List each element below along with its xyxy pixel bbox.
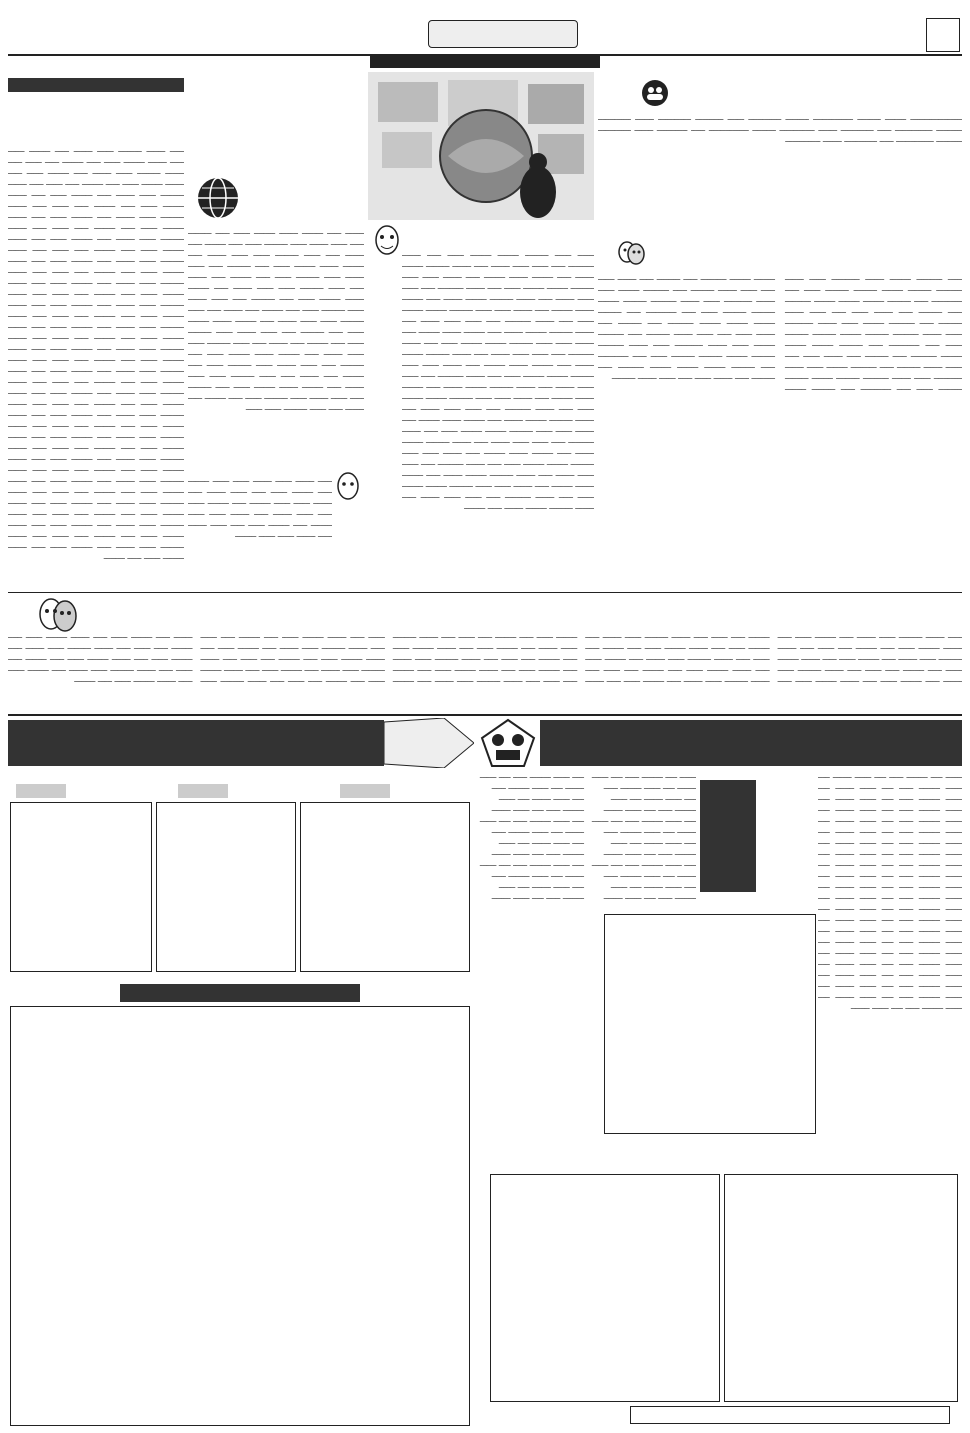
puzzle-rule xyxy=(8,714,962,716)
article-body: ــــــ ــــــــ ــــــــــ ـــــــ ــــــــ ــــــ ـــــــــ ـــــــ ــــــ ــــــــ ـــــــــ ـــــــ ــــــ ـــــــــ ــــــ ـــــــ ــــــ ــــــــ ــــــــــ ـــــــ ــــــــ ــــــ ـــــــــ ـــــــ ــــــ ــــــــ ـــــــــ ـــــــ ــــــ ـــــــــ ــــــ ـــــــ ــــــ ــــــــ ــــــــــ ـــــــ ــــــــ ــــــ ـــــــــ ـــــــ ــــــ ــــــــ ـــــــــ ـــــــ ــــــ ـــــــــ ــــــ ـــــــ ــــــ ــــــــ ــــــــــ ـــــــ ــــــــ ــــــ ـــــــــ ـــــــ ــــــ ــــــــ ـــــــــ ـــــــ ــــــ ـــــــــ ــــــ ـــــــ ــــــ ــــــــ ــــــــــ ـــــــ ــــــــ ــــــ ـــــــــ ـــــــ ــــــ ــــــــ ـــــــــ ـــــــ ــــــ ـــــــــ ــــــ ـــــــ ــــــ ــــــــ ــــــــــ ـــــــ ــــــــ ــــــ ـــــــــ ـــــــ ــــــ ــــــــ ـــــــــ ـــــــ ــــــ ـــــــــ ــــــ ـــــــ ــــــ ــــــــ ــــــــــ ـــــــ ــــــــ ــــــ ـــــــــ ـــــــ ــــــ ــــــــ ـــــــــ ـــــــ ــــــ ـــــــــ ــــــ ـــــــ ــــــ ــــــــ ــــــــــ ـــــــ ــــــــ ــــــ ـــــــــ ـــــــ ــــــ ــــــــ ـــــــــ ـــــــ ــــــ ـــــــــ ــــــ ـــــــ ــــــ ــــــــ ــــــــــ ـــــــ ــــــــ ــــــ ـــــــــ ـــــــ ــــــ ــــــــ ـــــــــ ـــــــ ــــــ ـــــــــ ــــــ ـــــــ ــــــ ــــــــ ــــــــــ ـــــــ ــــــــ ــــــ ـــــــــ ـــــــ ــــــ ــــــــ ـــــــــ ـــــــ ــــــ ـــــــــ ــــــ ـــــــ ــــــ ــــــــ ــــــــــ ـــــــ ــــــــ ــــــ ـــــــــ ـــــــ ــــــ ــــــــ ـــــــــ ـــــــ ــــــ ـــــــــ ــــــ ـــــــ ــــــ ــــــــ ــــــــــ ـــــــ ــــــــ ــــــ ـــــــــ ـــــــ ــــــ ــــــــ ـــــــــ ـــــــ ــــــ ـــــــــ ــــــ ـــــــ ــــــ ــــــــ ــــــــــ ـــــــ ــــــــ ــــــ ـــــــــ ـــــــ ــــــ ــــــــ ـــــــــ ـــــــ ــــــ ـــــــــ ــــــ ـــــــ ــــــ ــــــــ ــــــــــ ـــــــ ــــــــ ــــــ ـــــــــ ـــــــ ــــــ ــــــــ ـــــــــ ـــــــ ــــــ ـــــــــ xyxy=(8,631,962,684)
across-clues: ـــــــ ـــــ ـــــــــ ــــــ ـــــ ـــــــ ــــــــ ـــــ ـــــــ ـــــــــ ــــــ ـــــ ـــــــ ــــــــ ـــــ ـــــــ ـــــــــ ــــــ ـــــ ـــــــ ــــــــ ـــــ ـــــــ ـــــــــ ــــــ ـــــ ـــــــ ــــــــ ـــــ ـــــــ ـــــــــ ــــــ ـــــ ـــــــ ــــــــ ـــــ ـــــــ ـــــــــ ــــــ ـــــ ـــــــ ــــــــ ـــــ ـــــــ ـــــــــ ــــــ ـــــ ـــــــ ــــــــ ـــــ ـــــــ ـــــــــ ــــــ ـــــ ـــــــ ــــــــ ـــــ ـــــــ ـــــــــ ــــــ ـــــ ـــــــ ــــــــ ـــــ ـــــــ ـــــــــ ــــــ ـــــ ـــــــ ــــــــ ـــــ ـــــــ ـــــــــ ــــــ ـــــ ـــــــ ــــــــ ـــــ ـــــــ ـــــــــ ــــــ ـــــ ـــــــ ــــــــ ـــــ ـــــــ ـــــــــ ــــــ ـــــ ـــــــ ــــــــ ـــــ ـــــــ ـــــــــ ــــــ ـــــ ـــــــ ــــــــ ـــــ ـــــــ ـــــــــ ــــــ ـــــ ـــــــ ــــــــ ـــــ ـــــــ ـــــــــ ــــــ ـــــ ـــــــ ــــــــ ـــــ ـــــــ ـــــــــ ــــــ ـــــ ـــــــ ــــــــ ـــــ ـــــــ ـــــــــ ــــــ ـــــ ـــــــ ــــــــ ـــــ ـــــــ ـــــــــ ــــــ ـــــ ـــــــ ــــــــ ـــــ ـــــــ ـــــــــ ــــــ ـــــ ـــــــ ــــــــ ـــــ ـــــــ ـــــــــ ــــــ ـــــ ـــــــ ــــــــ ـــــ ـــــــ ـــــــــ ــــــ ـــــ ـــــــ ــــــــ xyxy=(818,771,962,1011)
answer-grid-normal xyxy=(724,1174,958,1402)
masthead-rule xyxy=(8,54,962,56)
crossword-column-numbers xyxy=(604,902,816,914)
sudoku-grid-medium[interactable] xyxy=(156,802,296,972)
sudoku-label-easy xyxy=(16,784,66,798)
masks-icon xyxy=(334,472,362,504)
crossword-badge xyxy=(700,780,756,892)
section-subtitle xyxy=(370,56,600,68)
article-body: ـــــــ ـــــــ ــــــــــ ـــــــــ ـــــــــ ـــــــ ــــــ ــــــــ ـــــــــــ ــــــ ـــــــ ـــــــ ــــــــ ــــــ ــــــــ ــــــــــ ـــــــــ ــــــــ ــــــ ـــــــــ ــــــــ ـــــــــ ــــــ ــــــــ ـــــــ ـــــــ ــــــــــ ـــــــــ ـــــــــ ـــــــ ــــــ ــــــــ ـــــــــــ ــــــ ـــــــ ـــــــ ــــــــ ــــــ ــــــــ ــــــــــ ـــــــــ ــــــــ ــــــ ـــــــــ ــــــــ ـــــــــ ــــــ ــــــــ ـــــــ ـــــــ ــــــــــ ـــــــــ ـــــــــ ـــــــ ــــــ ــــــــ ـــــــــــ ــــــ ـــــــ ـــــــ ــــــــ ــــــ ــــــــ ــــــــــ ـــــــــ ــــــــ ــــــ ـــــــــ ــــــــ ـــــــــ ــــــ ــــــــ ـــــــ ـــــــ ــــــــــ ـــــــــ ـــــــــ ـــــــ ــــــ ــــــــ ـــــــــــ ــــــ ـــــــ ـــــــ ــــــــ ــــــ ــــــــ ــــــــــ ـــــــــ ــــــــ ــــــ ـــــــــ ــــــــ ـــــــــ ــــــ ــــــــ ـــــــ ـــــــ ــــــــــ ـــــــــ ـــــــــ ـــــــ ــــــ ــــــــ ـــــــــــ ــــــ ـــــــ ـــــــ ــــــــ ــــــ ــــــــ ــــــــــ ـــــــــ ــــــــ ــــــ ـــــــــ ــــــــ ـــــــــ ــــــ ــــــــ ـــــــ ـــــــ ــــــــــ ـــــــــ ـــــــــ ـــــــ ــــــ ــــــــ ـــــــــــ ــــــ ـــــــ ـــــــ ــــــــ ــــــ ــــــــ ــــــــــ ـــــــــ ــــــــ ــــــ ـــــــــ ــــــــ ـــــــــ ــــــ ــــــــ ـــــــ ـــــــ ــــــــــ ـــــــــ ـــــــــ ـــــــ ــــــ ــــــــ ـــــــــــ ــــــ ـــــــ ـــــــ ــــــــ ــــــ ــــــــ ــــــــــ ـــــــــ ــــــــ ــــــ ـــــــــ ــــــــ ـــــــــ ــــــ ــــــــ ـــــــ ـــــــ ــــــــــ ـــــــــ ـــــــــ ـــــــ ــــــ ــــــــ ـــــــــــ ــــــ ـــــــ ـــــــ ــــــــ ــــــ ــــــــ ــــــــــ ـــــــــ ــــــــ ــــــ ـــــــــ ــــــــ ـــــــــ ــــــ ــــــــ ـــــــ ـــــــ ــــــــــ ـــــــــ ـــــــــ ـــــــ ــــــ ــــــــ ـــــــــــ ــــــ ـــــــ ـــــــ ــــــــ ــــــ ــــــــ ــــــــــ ـــــــــ ــــــــ ــــــ ـــــــــ xyxy=(402,249,594,511)
article-body: ــــــ ـــــــــــ ـــــــــ ــــــــ ــــــــــــ ـــــــ ــــــــ ـــــــــــ ــــــــــ ـــــــــ ــــــــــ ــــــــــ ـــــــ ــــــ ـــــــــــــ ــــــ ــــــــــ ـــــــــ ـــــــــ ـــــــــ ـــــــــــ ــــــ ــــــــــ ــــــ ــــــــ ـــــــ ــــــ ـــــــ ــــــــ ــــــــــ ــــــ ـــــــــــ ـــــــــ ـــــــ ــــــــ ــــــــــــ ـــــــ ــــــــ ـــــــــــ ــــــــــ ـــــــــ ــــــــــ ــــــــــ ـــــــ ــــــ ـــــــــــــ ــــــ ــــــــــ ـــــــــ ـــــــــ ـــــــــ ـــــــــــ ــــــ ــــــــــ ــــــ ــــــــ ـــــــ ــــــ ـــــــ ــــــــ ــــــــــ ــــــ ـــــــــــ ـــــــــ ـــــــ ــــــــ ــــــــــــ ـــــــ ــــــــ ـــــــــــ ــــــــــ ـــــــــ ــــــــــ ــــــــــ ـــــــ ــــــ ـــــــــــــ ــــــ ــــــــــ ـــــــــ ـــــــــ ـــــــــ ـــــــــــ ــــــ ــــــــــ ــــــ ــــــــ ـــــــ ــــــ ـــــــ ــــــــ ــــــــــ ــــــ ـــــــــــ ـــــــــ ـــــــ ــــــــ ــــــــــــ ـــــــ ــــــــ ـــــــــــ ــــــــــ ـــــــــ ــــــــــ ــــــــــ ـــــــ ــــــ ـــــــــــــ ــــــ ــــــــــ ـــــــــ ـــــــــ ـــــــــ ـــــــــــ ــــــ ــــــــــ ــــــ ــــــــ ـــــــ ــــــ ـــــــ ــــــــ ــــــــــ ــــــ ـــــــــــ ـــــــــ ـــــــ ــــــــ ــــــــــــ ـــــــ ــــــــ ـــــــــــ ــــــــــ ـــــــــ ــــــــــ ــــــــــ ـــــــ ــــــ ـــــــــــــ ــــــ ــــــــــ ـــــــــ ـــــــــ ـــــــــ ـــــــــــ ــــــ ــــــــــ ــــــ ــــــــ ـــــــ ــــــ ـــــــ ــــــــ ــــــــــ xyxy=(598,273,962,392)
masks-icon xyxy=(616,238,646,268)
globe-icon xyxy=(196,176,240,220)
down-clues: ـــــــ ـــــ ـــــــــ ــــــ ـــــ ـــــــ ــــــــ ـــــ ـــــــ ـــــــــ ــــــ ـــــ ـــــــ ــــــــ ـــــ ـــــــ ـــــــــ ــــــ ـــــ ـــــــ ــــــــ ـــــ ـــــــ ـــــــــ ــــــ ـــــ ـــــــ ــــــــ ـــــ ـــــــ ـــــــــ ــــــ ـــــ ـــــــ ــــــــ ـــــ ـــــــ ـــــــــ ــــــ ـــــ ـــــــ ــــــــ ـــــ ـــــــ ـــــــــ ــــــ ـــــ ـــــــ ــــــــ ـــــ ـــــــ ـــــــــ ــــــ ـــــ ـــــــ ــــــــ ـــــ ـــــــ ـــــــــ ــــــ ـــــ ـــــــ ــــــــ ـــــ ـــــــ ـــــــــ ــــــ ـــــ ـــــــ ــــــــ ـــــ ـــــــ ـــــــــ ــــــ ـــــ ـــــــ ــــــــ ـــــ ـــــــ ـــــــــ ــــــ ـــــ ـــــــ ــــــــ ـــــ ـــــــ ـــــــــ ــــــ ـــــ ـــــــ ــــــــ ـــــ ـــــــ ـــــــــ ــــــ ـــــ ـــــــ ــــــــ ـــــ ـــــــ ـــــــــ ــــــ ـــــ ـــــــ ــــــــ ـــــ ـــــــ ـــــــــ ــــــ ـــــ ـــــــ ــــــــ ـــــ ـــــــ ـــــــــ ــــــ ـــــ ـــــــ ــــــــ ـــــ ـــــــ ـــــــــ ــــــ ـــــ ـــــــ ــــــــ xyxy=(479,771,696,901)
article-kicker xyxy=(8,78,184,92)
sudoku-grid-hard[interactable] xyxy=(300,802,470,972)
article-spacecraft xyxy=(368,72,594,590)
article-photo xyxy=(368,72,594,220)
article-clubhouse xyxy=(8,72,184,590)
article-body: ــــــ ــــــــ ــــــــــ ـــــــ ــــــــ ــــــ ـــــــــ ـــــــ ــــــ ــــــــ ـــــــــ ـــــــ ــــــ ـــــــــ ــــــ ـــــــ ــــــ ــــــــ ــــــــــ ـــــــ ــــــــ ــــــ ـــــــــ ـــــــ ــــــ ــــــــ ـــــــــ ـــــــ ــــــ ـــــــــ ــــــ ـــــــ ــــــ ــــــــ ــــــــــ ـــــــ ــــــــ ــــــ ـــــــــ ـــــــ ــــــ ــــــــ ـــــــــ ـــــــ ــــــ ـــــــــ ــــــ ـــــــ ــــــ ــــــــ ــــــــــ ـــــــ ــــــــ ــــــ ـــــــــ ـــــــ ــــــ ــــــــ ـــــــــ ـــــــ ــــــ ـــــــــ ــــــ ـــــــ ــــــ ــــــــ ــــــــــ ـــــــ ــــــــ ــــــ ـــــــــ ـــــــ ــــــ ــــــــ ـــــــــ ـــــــ ــــــ ـــــــــ ــــــ ـــــــ ــــــ ــــــــ ــــــــــ ـــــــ ــــــــ ــــــ ـــــــــ ـــــــ ــــــ ــــــــ ـــــــــ ـــــــ ــــــ ـــــــــ ــــــ ـــــــ ــــــ ــــــــ ــــــــــ ـــــــ ــــــــ ــــــ ـــــــــ ـــــــ ــــــ ــــــــ ـــــــــ ـــــــ ــــــ ـــــــــ ــــــ ـــــــ ــــــ ــــــــ ــــــــــ ـــــــ ــــــــ ــــــ ـــــــــ ـــــــ ــــــ ــــــــ ـــــــــ ـــــــ ــــــ ـــــــــ ــــــ ـــــــ ــــــ ــــــــ ــــــــــ ـــــــ ــــــــ ــــــ ـــــــــ ـــــــ ــــــ ــــــــ ـــــــــ ـــــــ ــــــ ـــــــــ ــــــ ـــــــ ــــــ ــــــــ ــــــــــ ـــــــ ــــــــ ــــــ ـــــــــ ـــــــ ــــــ ــــــــ ـــــــــ ـــــــ ــــــ ـــــــــ ــــــ ـــــــ ــــــ ــــــــ ــــــــــ ـــــــ ــــــــ ــــــ ـــــــــ ـــــــ ــــــ ــــــــ ـــــــــ ـــــــ ــــــ ـــــــــ ــــــ ـــــــ ــــــ ــــــــ ــــــــــ ـــــــ ــــــــ ــــــ ـــــــــ ـــــــ ــــــ ــــــــ ـــــــــ ـــــــ ــــــ ـــــــــ ــــــ ـــــــ ــــــ ــــــــ ــــــــــ ـــــــ ــــــــ ــــــ ـــــــــ ـــــــ ــــــ ــــــــ ـــــــــ ـــــــ ــــــ ـــــــــ ــــــ ـــــــ ــــــ ــــــــ ــــــــــ ـــــــ ــــــــ ــــــ ـــــــــ ـــــــ ــــــ ــــــــ ـــــــــ ـــــــ ــــــ ـــــــــ ــــــ ـــــــ ــــــ ــــــــ ــــــــــ ـــــــ ــــــــ ــــــ ـــــــــ ـــــــ ــــــ ــــــــ ـــــــــ ـــــــ ــــــ ـــــــــ ــــــ ـــــــ ــــــ ــــــــ ــــــــــ ـــــــ ــــــــ ــــــ ـــــــــ ـــــــ ــــــ ــــــــ ـــــــــ ـــــــ ــــــ ـــــــــ ــــــ ـــــــ ــــــ ــــــــ ــــــــــ ـــــــ ــــــــ ــــــ ـــــــــ ـــــــ ــــــ ــــــــ ـــــــــ ـــــــ ــــــ ـــــــــ ــــــ ـــــــ ــــــ ــــــــ ــــــــــ ـــــــ ــــــــ ــــــ ـــــــــ ـــــــ ــــــ ــــــــ ـــــــــ ـــــــ ــــــ ـــــــــ ــــــ ـــــــ ــــــ ــــــــ ــــــــــ ـــــــ ــــــــ ــــــ ـــــــــ ـــــــ ــــــ ــــــــ ـــــــــ ـــــــ ــــــ ـــــــــ xyxy=(8,145,184,561)
solution-caption xyxy=(120,984,360,1002)
sudoku-header xyxy=(8,720,384,766)
section-title xyxy=(428,20,578,48)
article-jcpoa xyxy=(188,72,364,440)
page-number-box xyxy=(926,18,960,52)
crossword-row-numbers xyxy=(816,914,828,1134)
crossword-logo xyxy=(478,718,538,768)
sudoku-label-hard xyxy=(340,784,390,798)
sudoku-label-medium xyxy=(178,784,228,798)
people-icon xyxy=(642,80,668,106)
logo xyxy=(14,12,74,42)
crossword-header xyxy=(540,720,962,766)
answers-caption-bar xyxy=(630,1406,950,1424)
article-body: ــــــــــــــــــــــ ـــــــــ ــــــــــ ـــــــــــــــــ ــــــــــ ــــــــــــــ ـــــــ ــــــــــــ ــــــــــــــ ــــــــ ــــــــــــــ ـــــــــــ ــــــــــــــــ ــــــ ــــــــــــــ ــــــــ ـــــــــــــــ ــــــــــ ـــــــــــــــــ ــــــ ـــــــــــــ ــــــــ ــــــــــــــ ـــــــــــ ــــــــــــــــ ــــــ ــــــــــــــ ــــــــ ـــــــــــــــ xyxy=(598,113,962,144)
crossword-grid[interactable] xyxy=(604,914,816,1134)
article-body: ــــــ ــــــــ ـــــــ ــــــــ ـــــــ ـــــــ ـــــــــ ــــــ ـــــــــ ـــــــ ــــــ ـــــــ ــــــــ ــــــ ــــــــ ـــــــ ـــــــ ـــــــــ ــــــ ـــــــــ ـــــــ ــــــ ـــــــ ــــــــ ــــــ ــــــــ ـــــــ ـــــــ ـــــــــ ــــــ ـــــــــ ـــــــ ــــــ ـــــــ ــــــــ ــــــ ــــــــ ـــــــ ـــــــ ـــــــــ xyxy=(188,475,332,539)
article-power-plant xyxy=(188,444,364,590)
sudoku-badge xyxy=(384,718,474,768)
article-body: ــــــــ ــــــ ـــــــــ ــــــــ ـــــــــ ـــــــ ــــــ ــــــــــ ــــــ ـــــــ ــــــــ ـــــــ ــــــــــ ـــــــ ــــــ ـــــــــ ــــــ ــــــــ ــــــ ـــــــ ــــــــــ ـــــــ ـــــــ ــــــــ ــــــ ـــــــــ ــــــــ ـــــــــ ـــــــ ــــــ ــــــــــ ــــــ ـــــــ ــــــــ ـــــــ ــــــــــ ـــــــ ــــــ ـــــــــ ــــــ ــــــــ ــــــ ـــــــ ــــــــــ ـــــــ ـــــــ ــــــــ ــــــ ـــــــــ ــــــــ ـــــــــ ـــــــ ــــــ ــــــــــ ــــــ ـــــــ ــــــــ ـــــــ ــــــــــ ـــــــ ــــــ ـــــــــ ــــــ ــــــــ ــــــ ـــــــ ــــــــــ ـــــــ ـــــــ ــــــــ ــــــ ـــــــــ ــــــــ ـــــــــ ـــــــ ــــــ ــــــــــ ــــــ ـــــــ ــــــــ ـــــــ ــــــــــ ـــــــ ــــــ ـــــــــ ــــــ ــــــــ ــــــ ـــــــ ــــــــــ ـــــــ ـــــــ ــــــــ ــــــ ـــــــــ ــــــــ ـــــــــ ـــــــ ــــــ ــــــــــ ــــــ ـــــــ ــــــــ ـــــــ ــــــــــ ـــــــ ــــــ ـــــــــ ــــــ ــــــــ ــــــ ـــــــ ــــــــــ ـــــــ ـــــــ ــــــــ ــــــ ـــــــــ ــــــــ ـــــــــ ـــــــ ــــــ ــــــــــ ــــــ ـــــــ ــــــــ ـــــــ ــــــــــ ـــــــ ــــــ ـــــــــ ــــــ ــــــــ ــــــ ـــــــ ــــــــــ ـــــــ ـــــــ xyxy=(188,227,364,412)
article-neptune xyxy=(598,238,962,590)
section-rule xyxy=(8,592,962,593)
article-global-astonishment xyxy=(598,72,962,232)
masks-icon xyxy=(372,224,402,264)
solution-grid xyxy=(10,1006,470,1426)
answer-grid-special xyxy=(490,1174,720,1402)
article-dictionary xyxy=(8,596,962,710)
sudoku-grid-easy[interactable] xyxy=(10,802,152,972)
